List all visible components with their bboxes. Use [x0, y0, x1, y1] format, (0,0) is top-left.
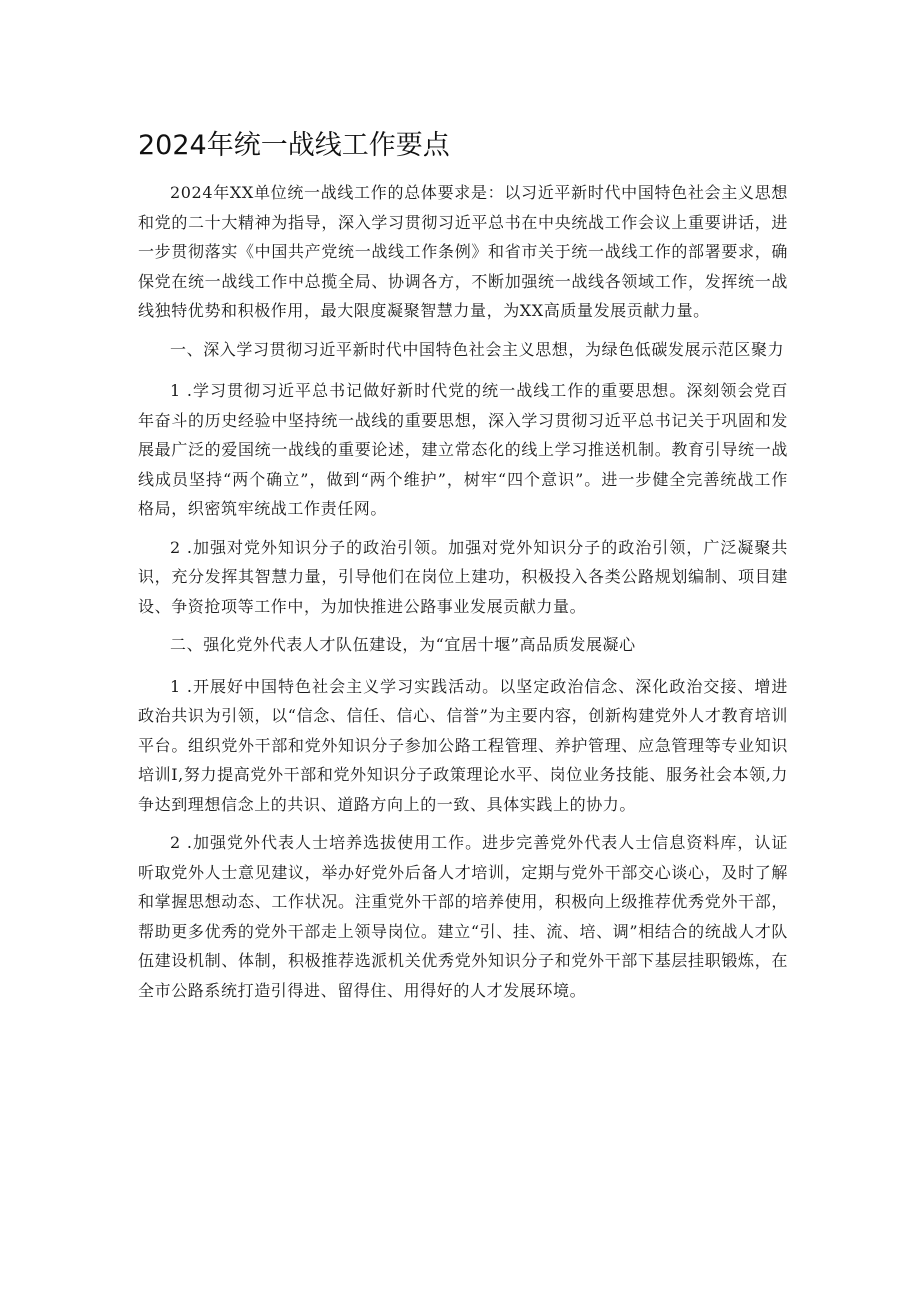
section-1-item-1: 1 .学习贯彻习近平总书记做好新时代党的统一战线工作的重要思想。深刻领会党百年奋斗的历史经验中坚持统一战线的重要思想，深入学习贯彻习近平总书记关于巩固和发展最广泛的爱国统一战线的重要论述，建立常态化的线上学习推送机制。教育引导统一战线成员坚持“两个确立”，做到“两个维护”，树牢“四个意识”。进一步健全完善统战工作格局，织密筑牢统战工作责任网。	[138, 381, 788, 518]
section-1-heading: 一、深入学习贯彻习近平新时代中国特色社会主义思想，为绿色低碳发展示范区聚力	[170, 339, 785, 359]
section-2-item-1: 1 .开展好中国特色社会主义学习实践活动。以坚定政治信念、深化政治交接、增进政治共识为引领，以“信念、信任、信心、信誉”为主要内容，创新构建党外人才教育培训平台。组织党外干部和党外知识分子参加公路工程管理、养护管理、应急管理等专业知识培训I,努力提高党外干部和党外知识分子政策理论水平、岗位业务技能、服务社会本领,力争达到理想信念上的共识、道路方向上的一致、具体实践上的协力。	[138, 676, 788, 814]
document-page	[138, 126, 788, 1014]
intro-paragraph: 2024年XX单位统一战线工作的总体要求是：以习近平新时代中国特色社会主义思想和党的二十大精神为指导，深入学习贯彻习近平总书在中央统战工作会议上重要讲话，进一步贯彻落实《中国共产党统一战线工作条例》和省市关于统一战线工作的部署要求，确保党在统一战线工作中总揽全局、协调各方，不断加强统一战线各领域工作，发挥统一战线独特优势和积极作用，最大限度凝聚智慧力量，为XX高质量发展贡献力量。	[138, 183, 788, 320]
section-1-item-2: 2 .加强对党外知识分子的政治引领。加强对党外知识分子的政治引领，广泛凝聚共识，充分发挥其智慧力量，引导他们在岗位上建功，积极投入各类公路规划编制、项目建设、争资抢项等工作中，为加快推进公路事业发展贡献力量。	[138, 537, 788, 616]
section-2-item-2: 2 .加强党外代表人士培养选拔使用工作。进步完善党外代表人士信息资料库，认证听取党外人士意见建议，举办好党外后备人才培训，定期与党外干部交心谈心，及时了解和掌握思想动态、工作状况。注重党外干部的培养使用，积极向上级推荐优秀党外干部，帮助更多优秀的党外干部走上领导岗位。建立“引、挂、流、培、调”相结合的统战人才队伍建设机制、体制，积极推荐选派机关优秀党外知识分子和党外干部下基层挂职锻炼，在全市公路系统打造引得进、留得住、用得好的人才发展环境。	[138, 833, 788, 1000]
document-title: 2024年统一战线工作要点	[138, 130, 450, 161]
section-2-heading: 二、强化党外代表人才队伍建设，为“宜居十堰”高品质发展凝心	[170, 635, 636, 654]
